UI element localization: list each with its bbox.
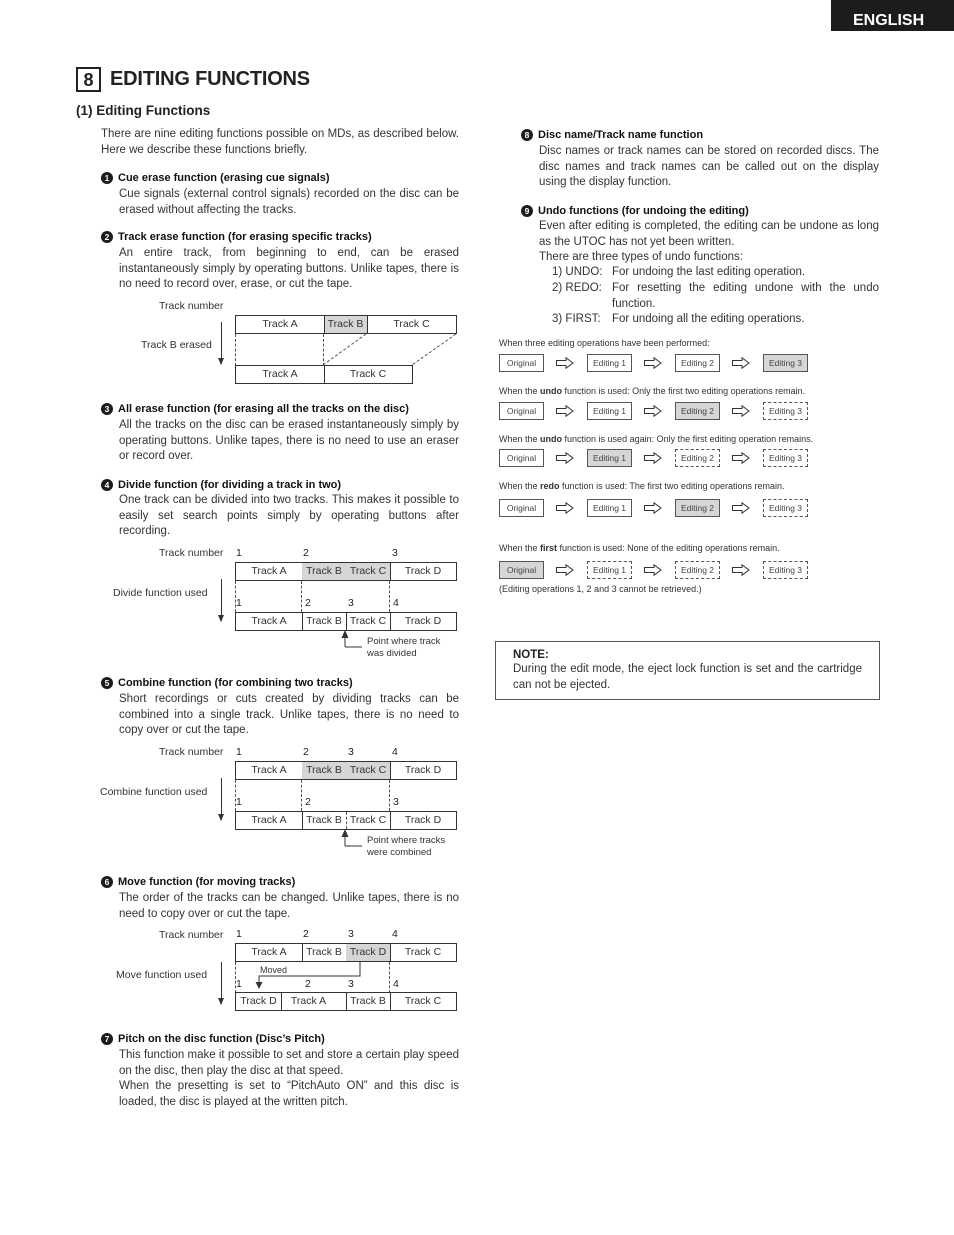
item-5-heading — [101, 677, 353, 689]
item-6-heading — [101, 876, 295, 888]
editing-1-box: Editing 1 — [587, 561, 632, 579]
track-num: 4 — [393, 597, 399, 609]
guide-line — [301, 581, 302, 612]
right-arrow-icon — [732, 405, 750, 417]
divide-down-arrow-icon — [221, 579, 222, 621]
divide-track-number-label: Track number — [159, 547, 224, 559]
undo-type-key: 3) FIRST: — [552, 313, 601, 325]
undo-type-desc: For undoing the last editing operation. — [612, 266, 806, 278]
original-box: Original — [499, 499, 544, 517]
track-cell: Track C — [404, 995, 442, 1007]
track-cell: Track D — [404, 565, 442, 577]
editing-3-box: Editing 3 — [763, 561, 808, 579]
item-8-heading — [521, 129, 703, 141]
editing-1-box: Editing 1 — [587, 449, 632, 467]
divide-note-line1: Point where track — [367, 636, 441, 647]
editing-2-box: Editing 2 — [675, 402, 720, 420]
item-7-title: Pitch on the disc function (Disc’s Pitch) — [118, 1033, 325, 1045]
right-arrow-icon — [732, 502, 750, 514]
undo-type-desc: For resetting the editing undone with the undo function. — [612, 282, 879, 310]
bullet-6-icon: 6 — [101, 876, 113, 888]
undo-row-3-caption — [499, 434, 813, 444]
caption-pre: When the — [499, 386, 541, 396]
bullet-5-icon: 5 — [101, 677, 113, 689]
bullet-7-icon: 7 — [101, 1033, 113, 1045]
erase-down-arrow-icon — [221, 322, 222, 364]
bullet-3-icon: 3 — [101, 403, 113, 415]
guide-line — [389, 780, 390, 811]
track-cell: Track D — [404, 814, 442, 826]
track-cell: Track A — [251, 946, 287, 958]
caption-post: function is used: The first two editing operations remain. — [559, 481, 785, 491]
item-9-text2: There are three types of undo functions: — [539, 251, 743, 263]
item-3-title: All erase function (for erasing all the tracks on the disc) — [118, 403, 409, 415]
divide-top-row — [235, 562, 457, 581]
item-4-text: One track can be divided into two tracks. This makes it possible to easily set search points simply by operating buttons after recording. — [119, 494, 459, 537]
bullet-4-icon: 4 — [101, 479, 113, 491]
right-arrow-icon — [732, 564, 750, 576]
item-1-text: Cue signals (external control signals) recorded on the disc can be erased without affecting the tracks. — [119, 188, 459, 216]
right-arrow-icon — [556, 357, 574, 369]
undo-row-5-caption — [499, 543, 780, 553]
caption-post: function is used: None of the editing operations remain. — [557, 543, 780, 553]
item-9-title: Undo functions (for undoing the editing) — [538, 205, 749, 217]
bullet-2-icon: 2 — [101, 231, 113, 243]
item-4-title: Divide function (for dividing a track in two) — [118, 479, 342, 491]
erase-track-number-label: Track number — [159, 300, 224, 312]
bullet-9-icon: 9 — [521, 205, 533, 217]
item-3-text: All the tracks on the disc can be erased instantaneously simply by operating buttons. Unlike tapes, there is no need to use an eraser or record over. — [119, 419, 459, 462]
guide-line — [389, 962, 390, 993]
editing-2-box: Editing 2 — [675, 354, 720, 372]
original-box: Original — [499, 561, 544, 579]
editing-3-box: Editing 3 — [763, 449, 808, 467]
track-cell: Track C — [393, 318, 430, 330]
item-2-title: Track erase function (for erasing specific tracks) — [118, 231, 372, 243]
track-cell: Track A — [262, 318, 298, 330]
item-7-heading — [101, 1033, 325, 1045]
caption-bold: redo — [540, 481, 560, 491]
caption-bold: undo — [540, 386, 563, 396]
original-box: Original — [499, 449, 544, 467]
track-num: 3 — [348, 597, 354, 609]
caption-post: function is used: Only the first two editing operations remain. — [562, 386, 806, 396]
caption-pre: When the — [499, 434, 541, 444]
item-5-title: Combine function (for combining two tracks) — [118, 677, 353, 689]
track-cell: Track A — [290, 995, 327, 1007]
item-9-heading — [521, 205, 749, 217]
undo-row-2-caption — [499, 386, 805, 396]
item-2-text: An entire track, from beginning to end, can be erased instantaneously simply by operating buttons. Unlike tapes, there is no need to record over, erase, or cut the tape. — [119, 247, 459, 290]
track-cell: Track A — [251, 814, 287, 826]
right-arrow-icon — [644, 405, 662, 417]
item-6-text: The order of the tracks can be changed. Unlike tapes, there is no need to copy over or cut the tape. — [119, 892, 459, 920]
divide-side-label: Divide function used — [113, 587, 208, 599]
combine-point-arrow-icon — [340, 829, 364, 847]
track-num: 4 — [392, 746, 398, 758]
divide-point-arrow-icon — [340, 630, 364, 648]
erase-side-label: Track B erased — [141, 339, 212, 351]
combine-note-line2: were combined — [367, 847, 432, 858]
editing-1-box: Editing 1 — [587, 354, 632, 372]
right-arrow-icon — [556, 502, 574, 514]
guide-line — [301, 780, 302, 811]
note-text: During the edit mode, the eject lock function is set and the cartridge can not be ejected. — [513, 663, 862, 691]
erase-diagonal-guides — [320, 333, 460, 367]
track-cell: Track C — [346, 563, 390, 580]
move-down-arrow-icon — [221, 962, 222, 1004]
track-num: 3 — [348, 978, 354, 990]
track-num: 2 — [305, 796, 311, 808]
editing-2-box: Editing 2 — [675, 561, 720, 579]
right-arrow-icon — [732, 452, 750, 464]
item-9-text: Even after editing is completed, the editing can be undone as long as the UTOC has not yet been written. — [539, 220, 879, 248]
editing-1-box: Editing 1 — [587, 402, 632, 420]
original-box: Original — [499, 402, 544, 420]
track-cell: Track A — [251, 764, 287, 776]
track-cell: Track C — [349, 368, 387, 380]
editing-3-box: Editing 3 — [763, 499, 808, 517]
divide-bottom-row — [235, 612, 457, 631]
original-box: Original — [499, 354, 544, 372]
undo-type-key: 2) REDO: — [552, 282, 602, 294]
track-num: 2 — [303, 928, 309, 940]
item-3-heading — [101, 403, 409, 415]
undo-type-desc: For undoing all the editing operations. — [612, 313, 805, 325]
track-cell: Track C — [349, 615, 387, 627]
caption-bold: undo — [540, 434, 563, 444]
track-cell: Track D — [240, 995, 277, 1007]
move-top-row — [235, 943, 457, 962]
item-7-text: This function make it possible to set and store a certain play speed on the disc, then play the disc at that speed. — [119, 1049, 459, 1077]
right-arrow-icon — [556, 405, 574, 417]
right-arrow-icon — [644, 564, 662, 576]
track-cell: Track B — [302, 762, 346, 779]
section-number: 8 — [76, 67, 101, 92]
track-num: 1 — [236, 746, 242, 758]
track-num: 3 — [393, 796, 399, 808]
right-arrow-icon — [644, 357, 662, 369]
combine-side-label: Combine function used — [100, 786, 208, 798]
intro-text: There are nine editing functions possible on MDs, as described below. Here we describe these functions briefly. — [101, 128, 459, 156]
track-cell: Track A — [251, 565, 287, 577]
item-1-heading — [101, 172, 330, 184]
combine-bottom-row — [235, 811, 457, 830]
right-arrow-icon — [732, 357, 750, 369]
track-num: 2 — [303, 547, 309, 559]
language-tab: ENGLISH — [831, 0, 954, 31]
editing-1-box: Editing 1 — [587, 499, 632, 517]
divider — [324, 316, 325, 333]
track-num: 3 — [348, 746, 354, 758]
item-2-heading — [101, 231, 372, 243]
track-cell: Track A — [251, 615, 287, 627]
track-num: 2 — [305, 597, 311, 609]
item-5-text: Short recordings or cuts created by dividing tracks can be combined into a single track. Unlike tapes, there is no need to copy over or cut the tape. — [119, 693, 459, 736]
right-arrow-icon — [644, 502, 662, 514]
undo-footnote: (Editing operations 1, 2 and 3 cannot be retrieved.) — [499, 584, 702, 594]
combine-note-line1: Point where tracks — [367, 835, 446, 846]
caption-pre: When three editing operations have been performed: — [499, 338, 710, 348]
editing-2-box: Editing 2 — [675, 449, 720, 467]
bullet-8-icon: 8 — [521, 129, 533, 141]
track-num: 2 — [305, 978, 311, 990]
note-title: NOTE: — [513, 649, 549, 661]
guide-line — [389, 581, 390, 612]
track-cell: Track B — [306, 615, 342, 627]
editing-3-box: Editing 3 — [763, 354, 808, 372]
erase-bottom-row — [235, 365, 413, 384]
combine-down-arrow-icon — [221, 778, 222, 820]
editing-3-box: Editing 3 — [763, 402, 808, 420]
caption-bold: first — [540, 543, 558, 553]
track-num: 1 — [236, 796, 242, 808]
track-num: 1 — [236, 597, 242, 609]
move-side-label: Move function used — [116, 969, 208, 981]
track-num: 4 — [393, 978, 399, 990]
caption-post: function is used again: Only the first editing operation remains. — [562, 434, 814, 444]
move-bottom-row — [235, 992, 457, 1011]
right-arrow-icon — [556, 564, 574, 576]
caption-pre: When the — [499, 543, 541, 553]
caption-pre: When the — [499, 481, 541, 491]
guide-line — [235, 334, 236, 366]
editing-2-box: Editing 2 — [675, 499, 720, 517]
track-cell: Track B — [306, 814, 342, 826]
undo-row-4-caption — [499, 481, 785, 491]
track-cell: Track B — [302, 563, 346, 580]
subsection-title: (1) Editing Functions — [76, 103, 211, 118]
bullet-1-icon: 1 — [101, 172, 113, 184]
track-num: 4 — [392, 928, 398, 940]
track-cell: Track B — [306, 946, 342, 958]
track-num: 2 — [303, 746, 309, 758]
track-num: 1 — [236, 978, 242, 990]
track-num: 3 — [392, 547, 398, 559]
track-cell: Track C — [346, 762, 390, 779]
combine-track-number-label: Track number — [159, 746, 224, 758]
track-num: 1 — [236, 547, 242, 559]
divide-note-line2: was divided — [367, 648, 417, 659]
section-title: EDITING FUNCTIONS — [110, 68, 310, 90]
item-4-heading — [101, 479, 341, 491]
track-cell: Track B — [350, 995, 386, 1007]
right-arrow-icon — [644, 452, 662, 464]
track-cell: Track A — [262, 368, 298, 380]
erase-top-row — [235, 315, 457, 334]
right-arrow-icon — [556, 452, 574, 464]
item-8-title: Disc name/Track name function — [538, 129, 704, 141]
item-7-text2: When the presetting is set to “PitchAuto ON” and this disc is loaded, the disc is played at the written pitch. — [119, 1080, 459, 1108]
move-track-number-label: Track number — [159, 929, 224, 941]
track-cell: Track B — [324, 316, 367, 333]
track-num: 1 — [236, 928, 242, 940]
track-cell: Track C — [349, 814, 387, 826]
track-cell: Track D — [346, 944, 390, 961]
item-1-title: Cue erase function (erasing cue signals) — [118, 172, 330, 184]
undo-row-1-caption — [499, 338, 710, 348]
item-6-title: Move function (for moving tracks) — [118, 876, 296, 888]
track-cell: Track C — [404, 946, 442, 958]
combine-top-row — [235, 761, 457, 780]
item-8-text: Disc names or track names can be stored on recorded discs. The disc names and track names can be called out on the display using the display function. — [539, 145, 879, 188]
track-num: 3 — [348, 928, 354, 940]
track-cell: Track D — [404, 764, 442, 776]
move-moved-label: Moved — [260, 965, 288, 975]
undo-type-key: 1) UNDO: — [552, 266, 603, 278]
track-cell: Track D — [404, 615, 442, 627]
